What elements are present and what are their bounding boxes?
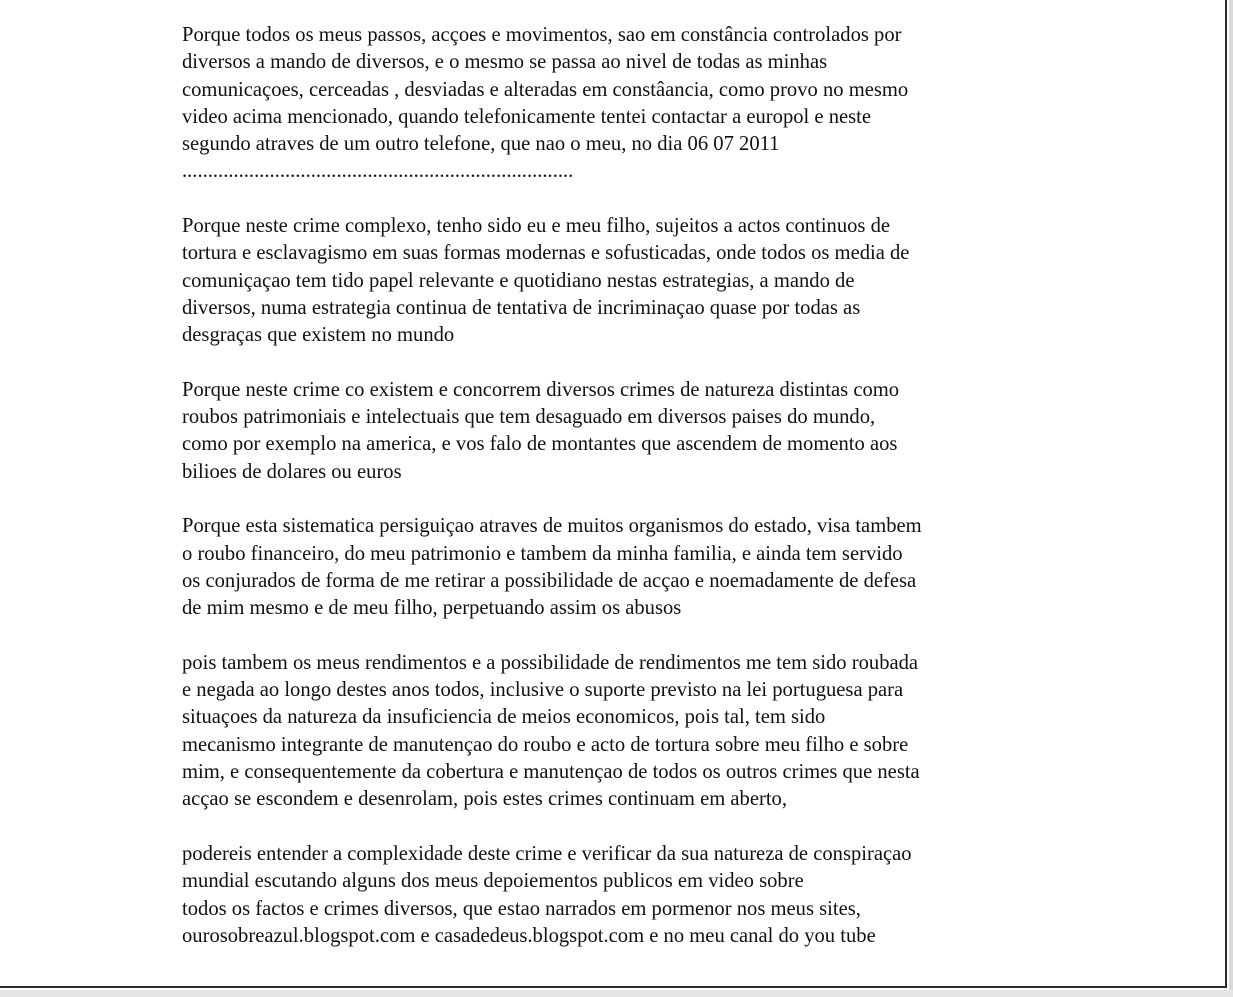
text-line: o roubo financeiro, do meu patrimonio e tambem da minha familia, e ainda tem servido	[182, 542, 903, 565]
text-line: Porque neste crime complexo, tenho sido eu e meu filho, sujeitos a actos continuos de	[182, 215, 891, 238]
paragraph-understand-complexity	[182, 841, 1062, 950]
text-line: e negada ao longo destes anos todos, inclusive o suporte previsto na lei portuguesa para	[182, 679, 904, 702]
text-line: diversos, numa estrategia continua de tentativa de incriminaçao quase por todas as	[182, 296, 861, 319]
text-line: Porque neste crime co existem e concorrem diversos crimes de natureza distintas como	[182, 378, 900, 401]
paragraph-controlled-movements	[182, 22, 1062, 186]
text-line: roubos patrimoniais e intelectuais que tem desaguado em diversos paises do mundo,	[182, 406, 876, 429]
text-line: mecanismo integrante de manutençao do roubo e acto de tortura sobre meu filho e sobre	[182, 733, 909, 756]
text-line: mundial escutando alguns dos meus depoiementos publicos em video sobre	[182, 870, 804, 893]
text-line: os conjurados de forma de me retirar a possibilidade de acçao e noemadamente de defesa	[182, 569, 917, 592]
text-line: tortura e esclavagismo em suas formas modernas e sofusticadas, onde todos os media de	[182, 242, 910, 265]
text-line: como por exemplo na america, e vos falo de montantes que ascendem de momento aos	[182, 433, 898, 456]
text-line: podereis entender a complexidade deste crime e verificar da sua natureza de conspiraçao	[182, 842, 912, 865]
paragraph-coexisting-crimes	[182, 377, 1062, 486]
text-line: de mim mesmo e de meu filho, perpetuando assim os abusos	[182, 597, 682, 620]
paragraph-systematic-persecution	[182, 513, 1062, 622]
text-line: segundo atraves de um outro telefone, que nao o meu, no dia 06 07 2011	[182, 133, 780, 156]
text-line: bilioes de dolares ou euros	[182, 460, 402, 483]
dotted-line: ............................................................................	[182, 160, 574, 183]
text-line: video acima mencionado, quando telefonicamente tentei contactar a europol e neste	[182, 105, 872, 128]
paragraph-complex-crime	[182, 213, 1062, 349]
text-line: acçao se escondem e desenrolam, pois estes crimes continuam em aberto,	[182, 788, 788, 811]
paragraph-income-stolen	[182, 650, 1062, 814]
page-shadow-bottom	[0, 990, 1233, 997]
text-line: Porque todos os meus passos, acçoes e movimentos, sao em constância controlados por	[182, 24, 902, 46]
text-line: ourosobreazul.blogspot.com e casadedeus.blogspot.com e no meu canal do you tube	[182, 924, 876, 947]
text-line: pois tambem os meus rendimentos e a possibilidade de rendimentos me tem sido roubada	[182, 651, 919, 674]
text-line: diversos a mando de diversos, e o mesmo se passa ao nivel de todas as minhas	[182, 51, 828, 74]
text-line: Porque esta sistematica persiguiçao atraves de muitos organismos do estado, visa tambem	[182, 515, 922, 538]
text-line: situaçoes da natureza da insuficiencia de meios economicos, pois tal, tem sido	[182, 706, 826, 729]
page-shadow-right	[1229, 0, 1233, 997]
text-line: desgraças que existem no mundo	[182, 324, 455, 347]
page-content	[182, 22, 1062, 977]
text-line: comuniçaçao tem tido papel relevante e quotidiano nestas estrategias, a mando de	[182, 269, 855, 292]
text-line: mim, e consequentemente da cobertura e manutençao de todos os outros crimes que nesta	[182, 761, 920, 784]
text-line: todos os factos e crimes diversos, que estao narrados em pormenor nos meus sites,	[182, 897, 861, 920]
text-line: comunicaçoes, cerceadas , desviadas e alteradas em constâancia, como provo no mesmo	[182, 78, 909, 101]
